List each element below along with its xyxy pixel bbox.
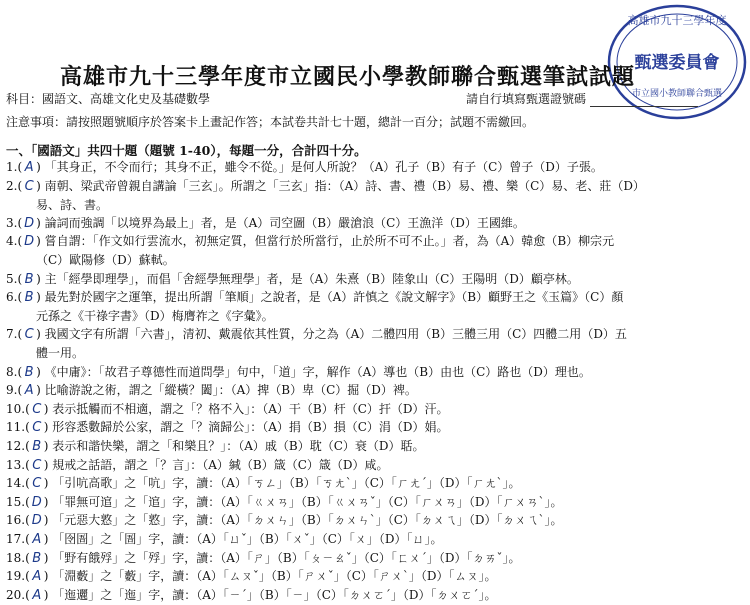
- question-number-close: ): [43, 569, 49, 584]
- question-item: [6, 567, 497, 586]
- question-item: [6, 437, 425, 456]
- question-number: 2.(: [6, 178, 23, 193]
- handwritten-answer: D: [31, 494, 42, 510]
- question-text: 「元惡大憝」之「憝」字，讀：（A）「ㄉㄨㄣ」（B）「ㄉㄨㄣˋ」（C）「ㄉㄨㄟ」（D）「ㄉㄨㄟˋ」。: [48, 513, 563, 528]
- question-text-continued: 體一用。: [36, 346, 85, 361]
- question-number-close: ): [43, 550, 49, 565]
- question-number: 18.(: [6, 550, 30, 565]
- question-text: 「野有餓殍」之「殍」字，讀：（A）「ㄕ」（B）「ㄆㄧㄠˇ」（C）「ㄈㄨˊ」（D）「ㄉㄞˇ」。: [48, 550, 521, 565]
- question-number-close: ): [36, 290, 41, 305]
- question-text: 最先對於國字之運筆，提出所謂「筆順」之說者，是（A）許慎之《說文解字》（B）顧野王之《玉篇》（C）顏: [40, 290, 624, 305]
- handwritten-answer: D: [24, 234, 35, 250]
- question-number: 1.(: [6, 160, 23, 174]
- question-line: [6, 420, 449, 434]
- handwritten-answer: C: [32, 457, 42, 473]
- question-line: [6, 234, 614, 248]
- question-item: [6, 381, 417, 400]
- question-number-close: ): [43, 513, 49, 528]
- question-number: 11.(: [6, 420, 30, 435]
- question-line: [6, 365, 591, 379]
- question-text: 主「經學即理學」，而倡「舍經學無理學」者，是（A）朱熹（B）陸象山（C）王陽明（D）顧亭林。: [40, 271, 579, 286]
- question-text: 比喻游說之術，謂之「縱橫？闔」：（A）捭（B）卑（C）掘（D）裨。: [40, 383, 417, 398]
- candidate-number-line: [590, 94, 698, 107]
- question-line: [6, 495, 563, 509]
- question-line: [6, 569, 497, 583]
- seal-outer-text: 高雄市九十三學年度: [627, 14, 727, 27]
- question-line: [6, 290, 623, 304]
- question-item: [6, 288, 623, 325]
- question-text: 表示和諧快樂，謂之「和樂且？」：（A）戚（B）耽（C）衰（D）聒。: [48, 439, 425, 453]
- question-text: 「淵藪」之「藪」字，讀：（A）「ㄙㄡˇ」（B）「ㄕㄨˇ」（C）「ㄕㄨˋ」（D）「ㄙㄡ」。: [48, 569, 497, 584]
- handwritten-answer: D: [24, 215, 35, 231]
- question-number-close: ): [36, 178, 41, 193]
- question-text: 表示抵觸而不相適，謂之「？格不入」：（A）干（B）杆（C）扞（D）汗。: [48, 401, 449, 416]
- question-number-close: ): [36, 271, 41, 286]
- question-number-close: ): [43, 439, 49, 453]
- question-line: [6, 439, 425, 453]
- seal-bottom-text: 市立國小教師聯合甄選: [631, 89, 723, 99]
- handwritten-answer: C: [32, 401, 42, 417]
- question-line: [6, 513, 563, 527]
- question-number: 4.(: [6, 234, 23, 249]
- question-item: [6, 363, 591, 382]
- question-line: [6, 179, 645, 193]
- question-text: 「囹圄」之「圄」字，讀：（A）「ㄩˇ」（B）「ㄨˇ」（C）「ㄨ」（D）「ㄩ」。: [48, 532, 443, 546]
- candidate-number-field: [466, 90, 698, 107]
- question-text: 「其身正，不令而行；其身不正，雖令不從。」是何人所說？（A）孔子（B）有子（C）曾子（D）子張。: [40, 160, 603, 174]
- question-number-close: ): [36, 383, 41, 398]
- question-line: [6, 216, 525, 230]
- question-number: 20.(: [6, 587, 30, 602]
- question-item: [6, 214, 525, 233]
- question-number: 14.(: [6, 476, 30, 491]
- question-item: [6, 158, 603, 177]
- handwritten-answer: A: [32, 532, 42, 547]
- question-number: 13.(: [6, 457, 30, 472]
- question-item: [6, 177, 645, 214]
- question-item: [6, 586, 497, 605]
- handwritten-answer: B: [24, 290, 34, 306]
- exam-title: 高雄市九十三學年度市立國民小學教師聯合甄選筆試試題: [60, 64, 636, 90]
- handwritten-answer: B: [24, 271, 34, 287]
- handwritten-answer: B: [32, 439, 42, 454]
- handwritten-answer: C: [24, 178, 34, 194]
- question-text-continued: 元孫之《干祿字書》（D）梅膺祚之《字彙》。: [36, 309, 274, 324]
- question-line: [6, 551, 521, 565]
- question-text-continued: （C）歐陽修（D）蘇軾。: [36, 253, 175, 268]
- question-number-close: ): [43, 476, 49, 491]
- question-number: 10.(: [6, 401, 30, 416]
- question-number: 7.(: [6, 327, 23, 342]
- question-line: [6, 160, 603, 174]
- question-line: [6, 458, 389, 472]
- question-text: 「罪無可逭」之「逭」字，讀：（A）「ㄍㄨㄢ」（B）「ㄍㄨㄢˇ」（C）「ㄏㄨㄢ」（D）「ㄏㄨㄢˋ」。: [48, 494, 563, 509]
- question-item: [6, 530, 443, 549]
- handwritten-answer: B: [32, 550, 42, 566]
- question-number-close: ): [36, 364, 41, 379]
- question-text: 形容悉數歸於公家，謂之「？滴歸公」：（A）捐（B）損（C）涓（D）娟。: [48, 420, 449, 435]
- question-number-close: ): [43, 401, 49, 416]
- question-number: 9.(: [6, 383, 23, 398]
- question-number: 17.(: [6, 532, 30, 546]
- question-text: 《中庸》：「故君子尊德性而道問學」句中，「道」字，解作（A）導也（B）由也（C）路也（D）理也。: [40, 364, 591, 379]
- question-number-close: ): [36, 327, 41, 342]
- question-line: [6, 532, 443, 546]
- question-text: 南朝、梁武帝曾親自講論「三玄」。所謂之「三玄」指：（A）詩、書、禮（B）易、禮、樂（C）易、老、莊（D）: [40, 178, 645, 193]
- question-number: 8.(: [6, 364, 23, 379]
- question-line: [6, 272, 579, 286]
- exam-subject: 科目：國語文、高雄文化史及基礎數學: [6, 92, 211, 106]
- handwritten-answer: A: [24, 383, 34, 399]
- question-item: [6, 549, 521, 568]
- question-number-close: ): [43, 420, 49, 435]
- question-text: 嘗自謂：「作文如行雲流水，初無定質，但當行於所當行，止於所不可不止。」者，為（A）韓愈（B）柳宗元: [40, 234, 615, 249]
- question-line: [6, 476, 521, 490]
- question-item: [6, 270, 579, 289]
- question-text: 論詞而強調「以境界為最上」者，是（A）司空圖（B）嚴滄浪（C）王漁洋（D）王國維。: [40, 215, 525, 230]
- question-item: [6, 493, 563, 512]
- question-number: 3.(: [6, 215, 23, 230]
- question-number-close: ): [43, 457, 49, 472]
- question-item: [6, 418, 449, 437]
- question-item: [6, 511, 563, 530]
- handwritten-answer: A: [32, 587, 42, 603]
- question-number: 5.(: [6, 271, 23, 286]
- section-heading: 一、「國語文」共四十題（題號 1-40），每題一分，合計四十分。: [6, 143, 367, 158]
- seal-center-text: 甄選委員會: [634, 53, 720, 73]
- question-item: [6, 232, 614, 269]
- question-item: [6, 400, 449, 419]
- question-number: 15.(: [6, 494, 30, 509]
- question-number: 19.(: [6, 569, 30, 584]
- question-number-close: ): [36, 234, 41, 249]
- handwritten-answer: B: [24, 364, 34, 380]
- question-item: [6, 456, 389, 475]
- handwritten-answer: C: [32, 420, 42, 436]
- handwritten-answer: C: [24, 327, 34, 343]
- question-line: [6, 588, 497, 602]
- question-item: [6, 325, 627, 362]
- handwritten-answer: A: [32, 569, 42, 585]
- question-number-close: ): [36, 215, 41, 230]
- question-line: [6, 327, 627, 341]
- question-number-close: ): [36, 160, 41, 174]
- question-item: [6, 474, 521, 493]
- question-text-continued: 易、詩、書。: [36, 197, 109, 212]
- question-text: 「引吭高歌」之「吭」字，讀：（A）「ㄎㄥ」（B）「ㄎㄤˋ」（C）「ㄏㄤˊ」（D）「ㄏㄤˋ」。: [48, 476, 521, 491]
- handwritten-answer: A: [24, 160, 34, 175]
- question-number: 12.(: [6, 439, 30, 453]
- question-number-close: ): [43, 494, 49, 509]
- candidate-number-label: 請自行填寫甄選證號碼: [466, 92, 587, 106]
- question-text: 「迤邐」之「迤」字，讀：（A）「ㄧˊ」（B）「ㄧ」（C）「ㄉㄨㄛˊ」（D）「ㄉㄨㄛˊ」。: [48, 587, 497, 602]
- question-line: [6, 383, 417, 397]
- question-text: 規戒之話語，謂之「？言」：（A）緘（B）箴（C）箴（D）咸。: [48, 457, 389, 472]
- handwritten-answer: C: [32, 476, 42, 492]
- question-line: [6, 402, 449, 416]
- question-number: 6.(: [6, 290, 23, 305]
- question-number-close: ): [43, 587, 49, 602]
- question-text: 我國文字有所謂「六書」，清初、戴震依其性質，分之為（A）二體四用（B）三體三用（C）四體二用（D）五: [40, 327, 627, 342]
- question-number: 16.(: [6, 513, 30, 528]
- handwritten-answer: D: [31, 513, 42, 529]
- question-number-close: ): [43, 532, 49, 546]
- exam-notes: 注意事項：請按照題號順序於答案卡上畫記作答；本試卷共計七十題，總計一百分；試題不需繳回。: [6, 115, 535, 129]
